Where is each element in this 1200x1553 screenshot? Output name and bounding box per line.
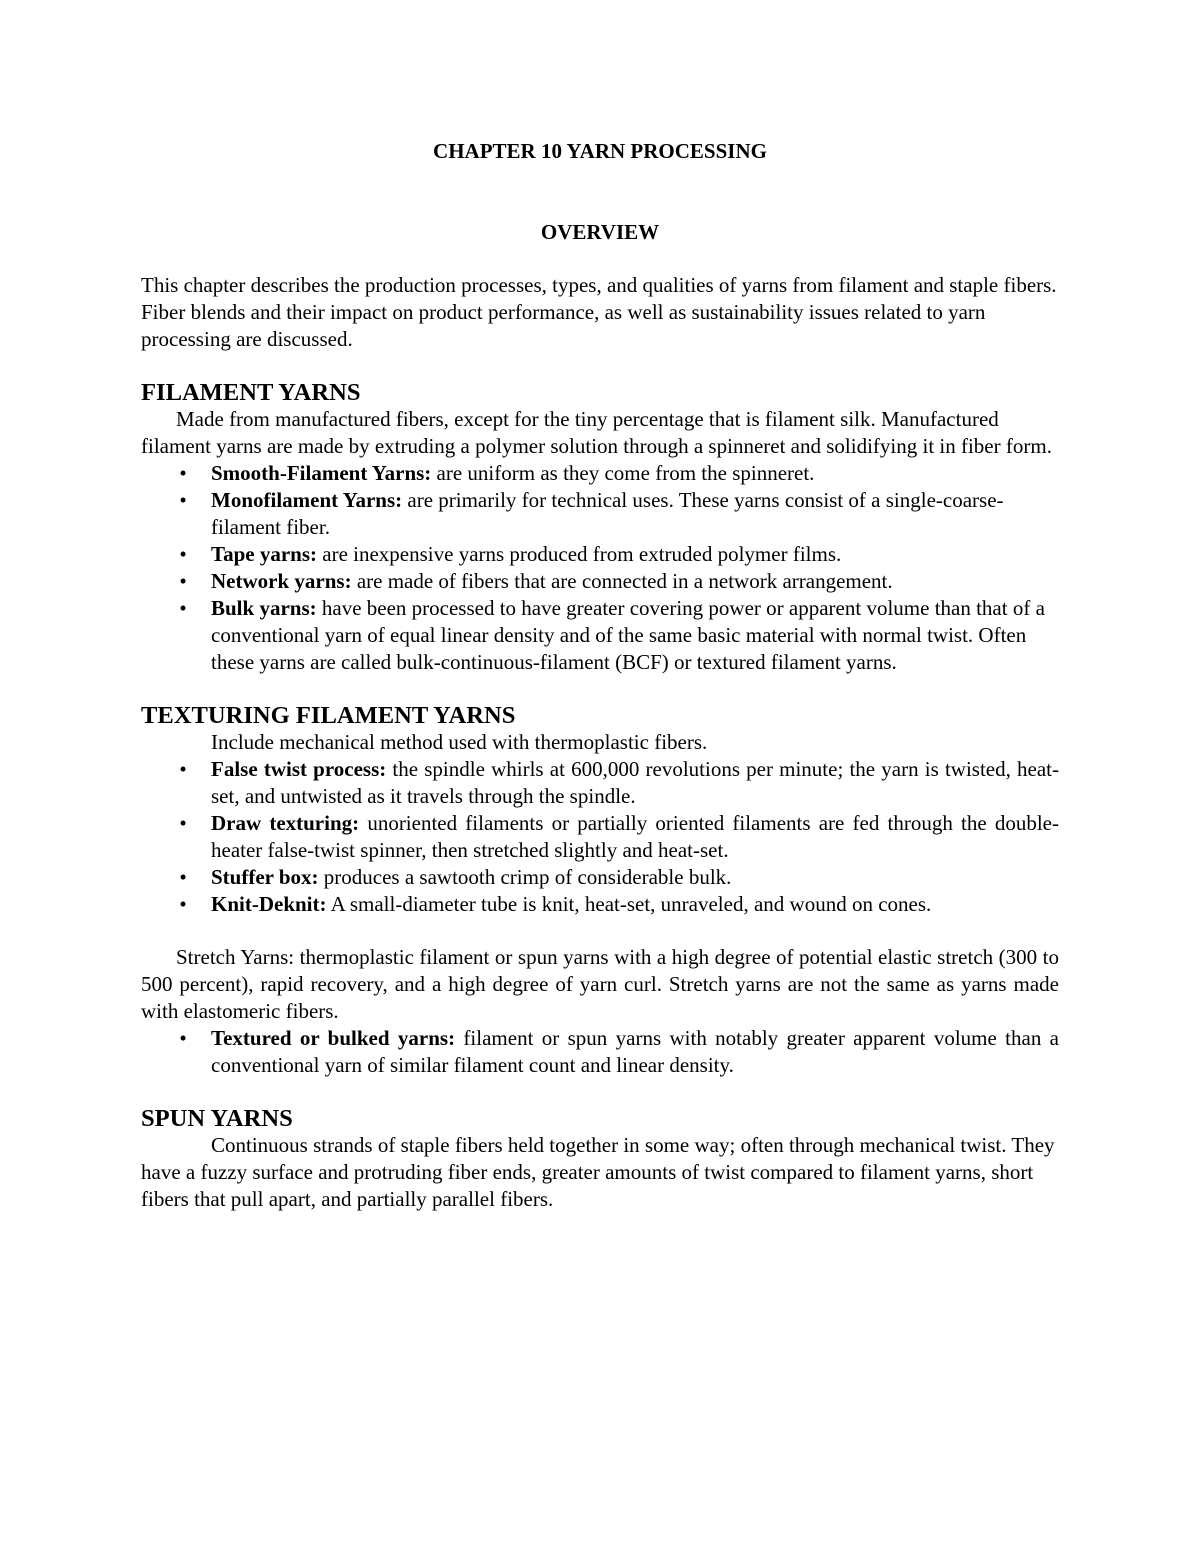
texturing-heading: TEXTURING FILAMENT YARNS	[141, 702, 516, 729]
list-item-label: Tape yarns:	[211, 542, 317, 566]
list-item	[141, 460, 1059, 487]
list-item	[141, 1025, 1059, 1079]
list-item	[141, 541, 1059, 568]
overview-text: This chapter describes the production processes, types, and qualities of yarns from filament and staple fibers. Fiber blends and their impact on product performance, as well as sustainability issues related to yarn processing are discussed.	[141, 273, 1057, 351]
bullet-icon: •	[179, 569, 187, 593]
list-item-label: Stuffer box:	[211, 865, 319, 889]
list-item-label: Textured or bulked yarns:	[211, 1026, 456, 1050]
bullet-icon: •	[179, 1026, 187, 1050]
list-item-text: A small-diameter tube is knit, heat-set, unraveled, and wound on cones.	[326, 892, 932, 916]
bullet-icon: •	[179, 757, 187, 781]
filament-yarns-intro-first: Made from manufactured fibers, except for the tiny percentage that is filament silk.	[176, 407, 876, 431]
list-item	[141, 568, 1059, 595]
list-item	[141, 810, 1059, 864]
spun-yarns-heading: SPUN YARNS	[141, 1105, 293, 1132]
filament-yarns-heading: FILAMENT YARNS	[141, 379, 361, 406]
bullet-icon: •	[179, 811, 187, 835]
document-page	[141, 138, 1059, 1213]
list-item-label: False twist process:	[211, 757, 387, 781]
filament-yarns-list	[141, 460, 1059, 676]
list-item	[141, 864, 1059, 891]
list-item	[141, 756, 1059, 810]
list-item-text: the spindle whirls at 600,000 revolutions per minute; the yarn is twisted, heat-set, and untwisted as it travels through the spindle.	[211, 757, 1060, 808]
list-item-text: have been processed to have greater covering power or apparent volume than that of a conventional yarn of equal linear density and of the same basic material with normal twist. Often these yarns are called bulk-continuous-filament (BCF) or textured filament yarns.	[211, 596, 1045, 674]
list-item-text: filament or spun yarns with notably greater apparent volume than a conventional yarn of similar filament count and linear density.	[211, 1026, 1059, 1077]
list-item-label: Draw texturing:	[211, 811, 360, 835]
list-item-text: produces a sawtooth crimp of considerable bulk.	[318, 865, 732, 889]
bullet-icon: •	[179, 892, 187, 916]
list-item-label: Knit-Deknit:	[211, 892, 327, 916]
filament-yarns-intro-rest: Manufactured filament yarns are made by extruding a polymer solution through a spinneret and solidifying it in fiber form.	[141, 407, 1052, 458]
overview-heading: OVERVIEW	[540, 220, 660, 244]
list-item	[141, 487, 1059, 541]
texturing-intro: Include mechanical method used with thermoplastic fibers.	[211, 730, 708, 754]
spun-yarns-text: Continuous strands of staple fibers held together in some way; often through mechanical twist. They have a fuzzy surface and protruding fiber ends, greater amounts of twist compared to filament yarns, short fibers that pull apart, and partially parallel fibers.	[141, 1133, 1055, 1211]
list-item-text: are inexpensive yarns produced from extruded polymer films.	[317, 542, 842, 566]
bullet-icon: •	[179, 542, 187, 566]
list-item-text: are uniform as they come from the spinneret.	[431, 461, 815, 485]
texturing-list	[141, 756, 1059, 918]
bullet-icon: •	[179, 488, 187, 512]
bullet-icon: •	[179, 461, 187, 485]
list-item-text: are primarily for technical uses. These yarns consist of a single-coarse-filament fiber.	[211, 488, 1004, 539]
stretch-yarns-text: Stretch Yarns: thermoplastic filament or spun yarns with a high degree of potential elastic stretch (300 to 500 percent), rapid recovery, and a high degree of yarn curl. Stretch yarns are not the same as yarns made with elastomeric fibers.	[141, 945, 1059, 1023]
list-item-label: Monofilament Yarns:	[211, 488, 403, 512]
list-item	[141, 891, 1059, 918]
chapter-title: CHAPTER 10 YARN PROCESSING	[433, 139, 767, 163]
filament-yarns-intro	[141, 406, 1059, 460]
list-item-label: Bulk yarns:	[211, 596, 317, 620]
list-item-label: Network yarns:	[211, 569, 352, 593]
list-item	[141, 595, 1059, 676]
list-item-text: are made of fibers that are connected in a network arrangement.	[351, 569, 893, 593]
bullet-icon: •	[179, 596, 187, 620]
bullet-icon: •	[179, 865, 187, 889]
stretch-yarns-list	[141, 1025, 1059, 1079]
list-item-text: unoriented filaments or partially oriented filaments are fed through the double-heater false-twist spinner, then stretched slightly and heat-set.	[211, 811, 1059, 862]
list-item-label: Smooth-Filament Yarns:	[211, 461, 432, 485]
